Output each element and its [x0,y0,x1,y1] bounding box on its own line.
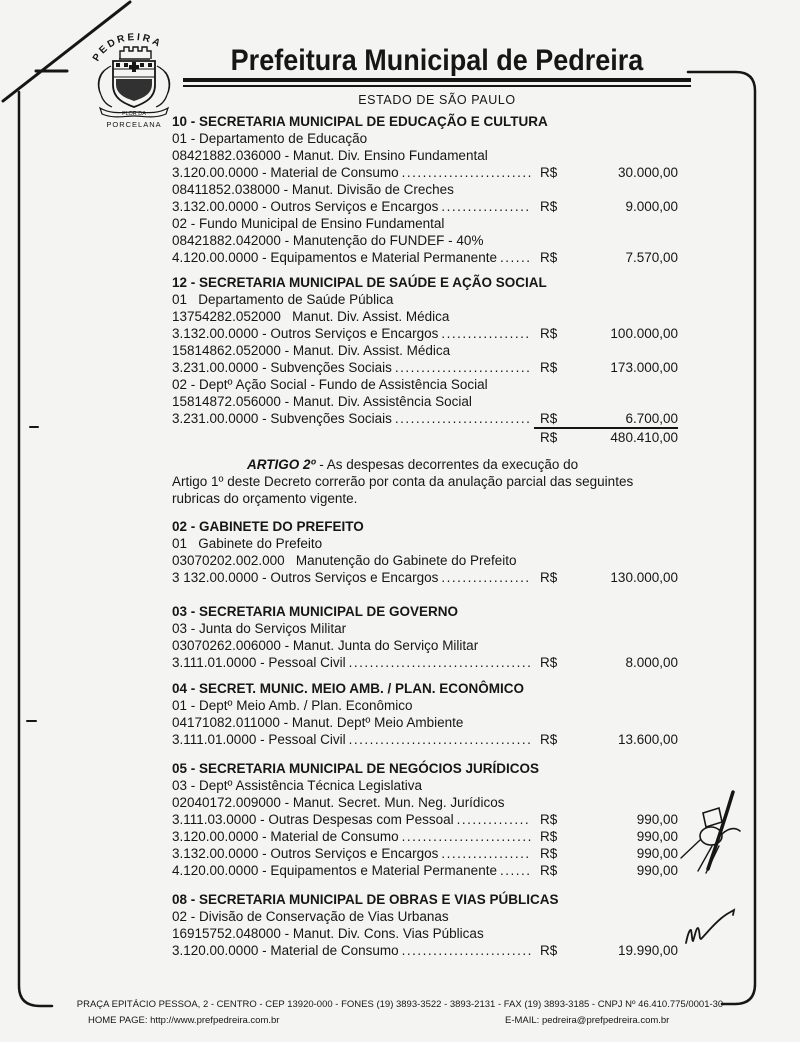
budget-section [172,680,678,748]
budget-line [172,811,678,828]
amount-value: 6.700,00 [582,410,678,429]
line-text: 3.231.00.0000 - Subvenções Sociais [172,360,392,375]
footer-email: E-MAIL: pedreira@prefpedreira.com.br [505,1015,670,1026]
line-text: 02 - Divisão de Conservação de Vias Urbanas [172,909,449,924]
line-text: 13754282.052000 Manut. Div. Assist. Médica [172,309,450,324]
section-heading: 02 - GABINETE DO PREFEITO [172,519,364,534]
line-text: 01 - Deptº Meio Amb. / Plan. Econômico [172,698,413,713]
budget-section [172,891,678,959]
amount-value: 19.990,00 [617,943,678,958]
line-text: 3 132.00.0000 - Outros Serviços e Encargos [172,570,439,585]
dot-leader [349,731,531,748]
currency-label: R$ [540,829,558,844]
budget-line [172,249,678,266]
section-heading: 08 - SECRETARIA MUNICIPAL DE OBRAS E VIAS PÚBLICAS [172,892,559,907]
text-line [172,908,678,925]
text-line [172,376,678,393]
line-text: 16915752.048000 - Manut. Div. Cons. Vias Públicas [172,926,484,941]
dot-leader [402,828,531,845]
letterhead [183,44,691,107]
amount-value: 9.000,00 [625,199,678,214]
line-text: 3.132.00.0000 - Outros Serviços e Encargos [172,199,439,214]
currency-label: R$ [540,943,558,958]
line-text: 3.120.00.0000 - Material de Consumo [172,829,399,844]
budget-section [172,518,678,586]
state-subtitle: ESTADO DE SÃO PAULO [358,93,516,107]
text-line [172,130,678,147]
dot-leader [500,862,531,879]
budget-line [172,845,678,862]
text-line [172,697,678,714]
line-text: 08421882.036000 - Manut. Div. Ensino Fundamental [172,148,488,163]
text-line [172,552,678,569]
amount-value: 990,00 [636,812,678,827]
line-text: 02 - Deptº Ação Social - Fundo de Assistência Social [172,377,488,392]
line-text: 3.132.00.0000 - Outros Serviços e Encargos [172,846,439,861]
article-paragraph [172,456,678,507]
line-text: 3.231.00.0000 - Subvenções Sociais [172,411,392,426]
currency-label: R$ [540,199,558,214]
budget-line [172,164,678,181]
amount-value: 990,00 [636,863,678,878]
budget-line [172,654,678,671]
paragraph-line: Artigo 1º deste Decreto correrão por conta da anulação parcial das seguintes [172,474,634,489]
text-line [172,794,678,811]
budget-section [172,274,678,446]
line-text: 01 Gabinete do Prefeito [172,536,323,551]
text-line [172,637,678,654]
article-lead: ARTIGO 2º [247,457,316,472]
amount-value: 8.000,00 [625,655,678,670]
currency-label: R$ [540,326,558,341]
currency-label: R$ [540,250,558,265]
dot-leader [395,410,531,427]
dot-leader [441,845,531,862]
dot-leader [500,249,531,266]
amount-value: 480.410,00 [610,430,678,445]
budget-line [172,569,678,586]
dot-leader [349,654,531,671]
paragraph-line: rubricas do orçamento vigente. [172,491,358,506]
currency-label: R$ [540,655,558,670]
currency-label: R$ [540,430,558,445]
line-text: 4.120.00.0000 - Equipamentos e Material Permanente [172,863,497,878]
line-text: 3.120.00.0000 - Material de Consumo [172,943,399,958]
page-title: Prefeitura Municipal de Pedreira [230,44,644,77]
text-line [172,308,678,325]
line-text: 3.132.00.0000 - Outros Serviços e Encargos [172,326,439,341]
dot-leader [441,569,531,586]
text-line [172,291,678,308]
line-text: 02040172.009000 - Manut. Secret. Mun. Neg. Jurídicos [172,795,505,810]
dot-leader [402,164,531,181]
text-line [172,215,678,232]
text-line [172,232,678,249]
currency-label: R$ [540,732,558,747]
section-heading: 05 - SECRETARIA MUNICIPAL DE NEGÓCIOS JURÍDICOS [172,761,540,776]
budget-line [172,410,678,429]
dot-leader [402,942,531,959]
amount-value: 13.600,00 [617,732,678,747]
text-line [172,147,678,164]
crest-bottom-label: PORCELANA [106,120,162,129]
line-text: 01 - Departamento de Educação [172,131,368,146]
line-text: 4.120.00.0000 - Equipamentos e Material Permanente [172,250,497,265]
budget-section [172,760,678,879]
right-border-line [688,72,755,1004]
line-text: 02 - Fundo Municipal de Ensino Fundamental [172,216,445,231]
budget-section [172,603,678,671]
text-line [172,535,678,552]
title-underline-thin [183,85,691,87]
currency-label: R$ [534,410,582,429]
budget-line [172,862,678,879]
currency-label: R$ [540,570,558,585]
budget-line [172,828,678,845]
budget-line [172,359,678,376]
line-text: 3.111.03.0000 - Outras Despesas com Pessoal [172,812,454,827]
line-text: 15814872.056000 - Manut. Div. Assistência Social [172,394,472,409]
handwritten-squiggle-icon [686,910,734,943]
currency-label: R$ [540,360,558,375]
handwritten-initials-icon [681,792,740,873]
line-text: 03 - Deptº Assistência Técnica Legislativa [172,778,423,793]
budget-section [172,113,678,266]
footer-address: PRAÇA EPITÁCIO PESSOA, 2 - CENTRO - CEP 13920-000 - FONES (19) 3893-3522 - 3893-2131 - FAX (19) 3893-3185 - CNPJ Nº 46.410.775/0001-30 [76,999,724,1010]
section-heading: 03 - SECRETARIA MUNICIPAL DE GOVERNO [172,604,459,619]
text-line [172,342,678,359]
currency-label: R$ [540,846,558,861]
line-text: 01 Departamento de Saúde Pública [172,292,394,307]
paragraph-line: ARTIGO 2º - As despesas decorrentes da execução do [247,457,579,472]
amount-value: 173.000,00 [610,360,678,375]
dot-leader [457,811,531,828]
line-text: 3.111.01.0000 - Pessoal Civil [172,732,346,747]
line-text: 03070262.006000 - Manut. Junta do Serviço Militar [172,638,479,653]
line-text: 08411852.038000 - Manut. Divisão de Creches [172,182,454,197]
section-heading: 10 - SECRETARIA MUNICIPAL DE EDUCAÇÃO E CULTURA [172,114,548,129]
amount-value: 100.000,00 [610,326,678,341]
left-border-line [19,92,52,1006]
amount-value: 30.000,00 [617,165,678,180]
text-line [172,393,678,410]
line-text: 04171082.011000 - Manut. Deptº Meio Ambiente [172,715,464,730]
crest-top-label: PEDREIRA [90,31,164,64]
amount-value: 7.570,00 [625,250,678,265]
line-text: 3.120.00.0000 - Material de Consumo [172,165,399,180]
currency-label: R$ [540,165,558,180]
text-line [172,620,678,637]
line-text: 03 - Junta do Serviços Militar [172,621,347,636]
amount-value: 130.000,00 [610,570,678,585]
dot-leader [441,198,531,215]
crest-banner-label: FLOR DA [122,111,146,117]
section-heading: 04 - SECRET. MUNIC. MEIO AMB. / PLAN. ECONÔMICO [172,681,525,696]
document-body [172,113,678,959]
budget-line [172,325,678,342]
dot-leader [441,325,531,342]
budget-line [172,198,678,215]
budget-line [172,942,678,959]
amount-value: 990,00 [636,829,678,844]
dot-leader [395,359,531,376]
text-line [172,714,678,731]
total-line [172,429,678,446]
footer-homepage: HOME PAGE: http://www.prefpedreira.com.br [88,1015,280,1026]
line-text: 3.111.01.0000 - Pessoal Civil [172,655,346,670]
line-text: 03070202.002.000 Manutenção do Gabinete do Prefeito [172,553,517,568]
section-heading: 12 - SECRETARIA MUNICIPAL DE SAÚDE E AÇÃO SOCIAL [172,275,547,290]
text-line [172,925,678,942]
budget-line [172,731,678,748]
amount-value: 990,00 [636,846,678,861]
line-text: 08421882.042000 - Manutenção do FUNDEF - 40% [172,233,484,248]
currency-label: R$ [540,812,558,827]
text-line [172,181,678,198]
text-line [172,777,678,794]
title-underline-thick [183,78,691,82]
line-text: 15814862.052000 - Manut. Div. Assist. Médica [172,343,451,358]
currency-label: R$ [540,863,558,878]
